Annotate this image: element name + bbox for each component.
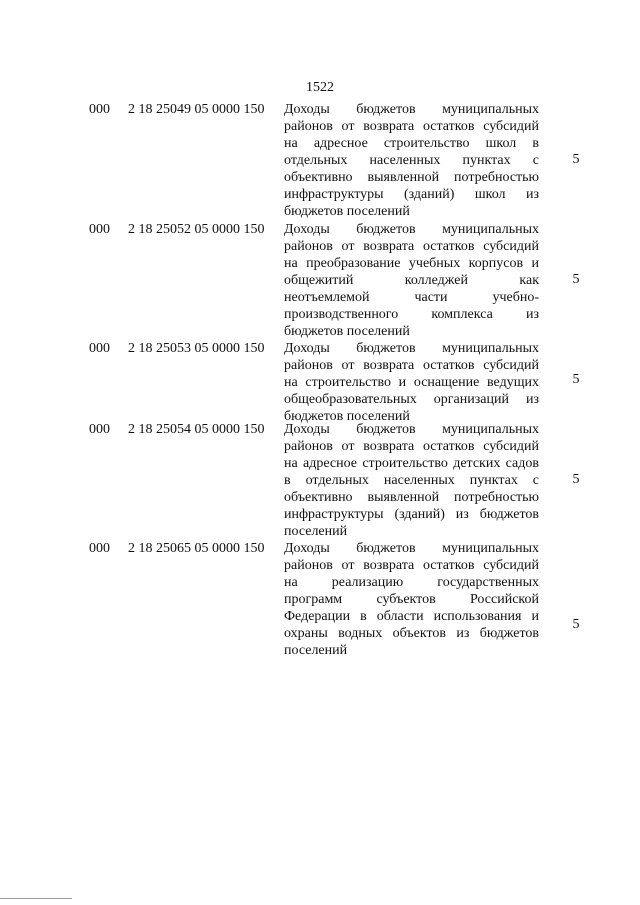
norm-percent: 5 <box>572 472 580 487</box>
norm-percent: 5 <box>572 152 580 167</box>
admin-code: 000 <box>89 422 110 437</box>
description-line: Доходы бюджетов муниципальных <box>284 102 539 117</box>
description-line: общежитий колледжей как <box>284 273 539 288</box>
description-line: Доходы бюджетов муниципальных <box>284 222 539 237</box>
description-line: программ субъектов Российской <box>284 592 539 607</box>
description-line: отдельных населенных пунктах с <box>284 153 539 168</box>
budget-classification-code: 2 18 25049 05 0000 150 <box>128 102 265 117</box>
norm-percent: 5 <box>572 372 580 387</box>
description-line: Доходы бюджетов муниципальных <box>284 422 539 437</box>
footer-divider <box>0 898 72 899</box>
admin-code: 000 <box>89 341 110 356</box>
norm-percent: 5 <box>572 617 580 632</box>
income-description <box>284 540 539 659</box>
admin-code: 000 <box>89 102 110 117</box>
budget-classification-code: 2 18 25052 05 0000 150 <box>128 222 265 237</box>
income-description <box>284 421 539 540</box>
description-line: на реализацию государственных <box>284 575 539 590</box>
description-line: инфраструктуры (зданий) школ из <box>284 187 539 202</box>
description-line: районов от возврата остатков субсидий <box>284 239 539 254</box>
budget-classification-code: 2 18 25053 05 0000 150 <box>128 341 265 356</box>
description-line: Доходы бюджетов муниципальных <box>284 341 539 356</box>
description-line: объективно выявленной потребностью <box>284 170 539 185</box>
description-line: районов от возврата остатков субсидий <box>284 119 539 134</box>
description-line: на адресное строительство школ в <box>284 136 539 151</box>
income-description <box>284 101 539 220</box>
admin-code: 000 <box>89 541 110 556</box>
description-line: охраны водных объектов из бюджетов <box>284 626 539 641</box>
page-number: 1522 <box>306 80 334 95</box>
description-line: поселений <box>284 524 348 539</box>
description-line: Федерации в области использования и <box>284 609 539 624</box>
description-line: неотъемлемой части учебно- <box>284 290 539 305</box>
description-line: общеобразовательных организаций из <box>284 392 539 407</box>
description-line: объективно выявленной потребностью <box>284 490 539 505</box>
admin-code: 000 <box>89 222 110 237</box>
income-description <box>284 221 539 340</box>
description-line: бюджетов поселений <box>284 409 410 424</box>
description-line: районов от возврата остатков субсидий <box>284 358 539 373</box>
income-description <box>284 340 539 425</box>
description-line: районов от возврата остатков субсидий <box>284 558 539 573</box>
description-line: поселений <box>284 643 348 658</box>
description-line: на преобразование учебных корпусов и <box>284 256 539 271</box>
budget-classification-code: 2 18 25065 05 0000 150 <box>128 541 265 556</box>
description-line: в отдельных населенных пунктах с <box>284 473 539 488</box>
description-line: бюджетов поселений <box>284 324 410 339</box>
description-line: производственного комплекса из <box>284 307 539 322</box>
description-line: инфраструктуры (зданий) из бюджетов <box>284 507 539 522</box>
description-line: районов от возврата остатков субсидий <box>284 439 539 454</box>
norm-percent: 5 <box>572 272 580 287</box>
description-line: на строительство и оснащение ведущих <box>284 375 539 390</box>
budget-classification-code: 2 18 25054 05 0000 150 <box>128 422 265 437</box>
description-line: на адресное строительство детских садов <box>284 456 539 471</box>
description-line: бюджетов поселений <box>284 204 410 219</box>
description-line: Доходы бюджетов муниципальных <box>284 541 539 556</box>
